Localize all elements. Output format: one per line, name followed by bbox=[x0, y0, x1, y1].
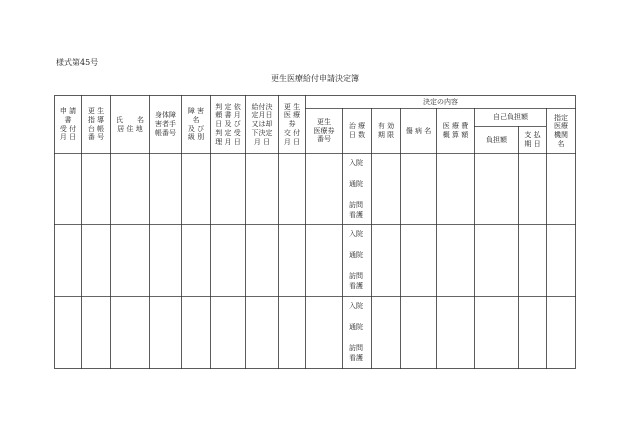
header-valid-period: 有 効 期 限 bbox=[377, 122, 395, 139]
header-estimated-cost: 医 療 費 概 算 額 bbox=[442, 122, 469, 139]
header-self-pay-group: 自己負担額 bbox=[493, 113, 528, 122]
care-type-inpatient: 入院 bbox=[349, 302, 363, 310]
care-type-inpatient: 入院 bbox=[349, 159, 363, 167]
register-title: 更生医療給付申請決定簿 bbox=[271, 74, 359, 83]
header-application-date: 申 請 書 受 付 月 日 bbox=[59, 107, 77, 142]
care-type-home-nursing: 訪問 看護 bbox=[349, 344, 363, 363]
care-type-home-nursing: 訪問 看護 bbox=[349, 201, 363, 220]
header-judgment-request: 判 定 依 頼 書 月 日 及 び 判 定 受 理 月 日 bbox=[215, 102, 241, 146]
form-number: 様式第45号 bbox=[56, 58, 99, 67]
care-type-home-nursing: 訪問 看護 bbox=[349, 272, 363, 291]
care-type-inpatient: 入院 bbox=[349, 230, 363, 238]
header-burden-amount: 負担額 bbox=[486, 135, 507, 144]
header-benefit-decision: 給付決 定月日 又は却 下決定 月 日 bbox=[251, 102, 273, 146]
header-certificate-no: 更生 医療券 番号 bbox=[313, 117, 335, 144]
header-guidance-ledger-no: 更 生 指 導 台 帳 番 号 bbox=[87, 107, 105, 142]
care-type-outpatient: 通院 bbox=[349, 323, 363, 331]
care-type-outpatient: 通院 bbox=[349, 180, 363, 188]
header-name-address: 氏 名 居 住 地 bbox=[116, 115, 144, 133]
header-designated-institution: 指定 医療 機関 名 bbox=[554, 113, 568, 148]
header-disability-certificate-no: 身体障 害者手 帳番号 bbox=[155, 111, 176, 137]
header-payment-date: 支 払 期 日 bbox=[524, 131, 541, 148]
header-treatment-days: 治 療 日 数 bbox=[348, 122, 366, 139]
care-type-outpatient: 通院 bbox=[349, 251, 363, 259]
header-disability-class: 障 害 名 及 び 級 別 bbox=[187, 107, 205, 142]
header-disease-name: 傷 病 名 bbox=[405, 126, 432, 135]
header-certificate-issue: 更 生 医 療 券 交 付 月 日 bbox=[283, 102, 301, 146]
header-decision-group: 決定の内容 bbox=[423, 97, 458, 106]
